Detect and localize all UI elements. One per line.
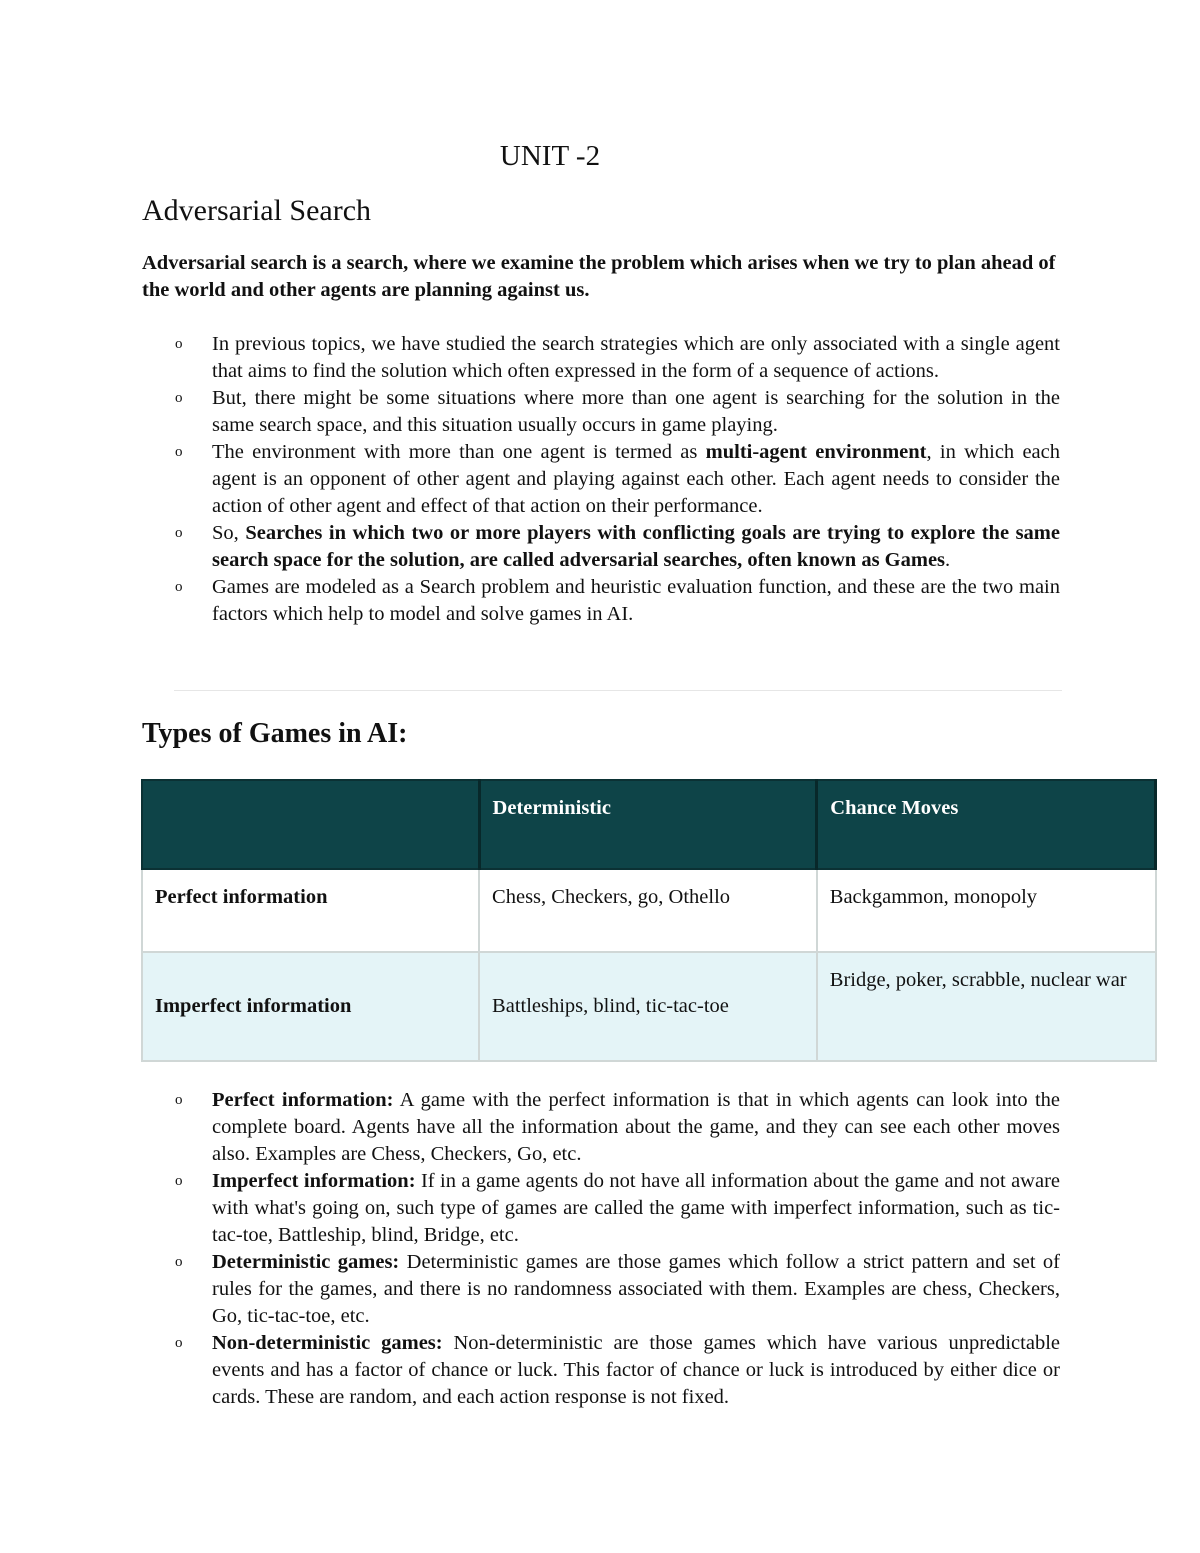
table-row xyxy=(142,869,1156,952)
table-header-cell-chance-moves: Chance Moves xyxy=(817,780,1156,869)
definition-text: A game with the perfect information is that in which agents can look into the complete board. Agents have all the information about the game, and they can see each other moves also. Examples are Chess, Checkers, Go, etc. xyxy=(212,1089,1061,1165)
list-item xyxy=(142,1168,1060,1249)
games-types-table xyxy=(141,779,1157,1062)
definition-text: Non-deterministic are those games which have various unpredictable events and has a factor of chance or luck. This factor of chance or luck is introduced by either dice or cards. These are random, and each action response is not fixed. xyxy=(212,1332,1060,1408)
list-item xyxy=(142,1249,1060,1330)
bullet-text: Games are modeled as a Search problem and heuristic evaluation function, and these are the two main factors which help to model and solve games in AI. xyxy=(212,576,1060,625)
bullet-marker: o xyxy=(175,579,183,595)
list-item xyxy=(142,385,1060,439)
bullet-marker: o xyxy=(175,1092,183,1108)
bullet-marker: o xyxy=(175,1254,183,1270)
table-cell: Bridge, poker, scrabble, nuclear war xyxy=(817,952,1156,1061)
table-header-cell-deterministic: Deterministic xyxy=(479,780,817,869)
definition-term: Perfect information: xyxy=(212,1089,394,1111)
unit-title: UNIT -2 xyxy=(499,140,601,172)
list-item xyxy=(142,1087,1060,1168)
table-header-row xyxy=(142,780,1156,869)
table-row-label: Perfect information xyxy=(142,869,479,952)
table-row xyxy=(142,952,1156,1061)
table-cell: Backgammon, monopoly xyxy=(817,869,1156,952)
definition-term: Deterministic games: xyxy=(212,1251,400,1273)
bullet-bold-text: multi-agent environment xyxy=(705,441,927,463)
bullet-text: . xyxy=(945,549,951,571)
bullet-text: The environment with more than one agent is termed as xyxy=(212,441,706,463)
bullet-marker: o xyxy=(175,336,183,352)
bullet-text: In previous topics, we have studied the search strategies which are only associated with a single agent that aims to find the solution which often expressed in the form of a sequence of actions. xyxy=(212,333,1060,382)
bullet-marker: o xyxy=(175,1335,183,1351)
bullet-marker: o xyxy=(175,444,183,460)
bullet-marker: o xyxy=(175,525,183,541)
bullet-marker: o xyxy=(175,1173,183,1189)
definition-term: Non-deterministic games: xyxy=(212,1332,443,1354)
table-header-cell-empty xyxy=(142,780,479,869)
bullet-text: But, there might be some situations where more than one agent is searching for the solution in the same search space, and this situation usually occurs in game playing. xyxy=(212,387,1060,436)
game-definitions-list xyxy=(142,1087,1060,1411)
section-title-types-of-games: Types of Games in AI: xyxy=(142,718,408,749)
list-item xyxy=(142,439,1060,520)
bullet-marker: o xyxy=(175,390,183,406)
adversarial-bullet-list xyxy=(142,331,1060,628)
definition-text: Deterministic games are those games which follow a strict pattern and set of rules for the games, and there is no randomness associated with them. Examples are chess, Checkers, Go, tic-tac-toe, etc. xyxy=(212,1251,1060,1327)
section-title-adversarial-search: Adversarial Search xyxy=(142,194,372,227)
list-item xyxy=(142,331,1060,385)
definition-text: If in a game agents do not have all information about the game and not aware with what's going on, such type of games are called the game with imperfect information, such as tic-tac-toe, Battleship, blind, Bridge, etc. xyxy=(212,1170,1060,1246)
list-item xyxy=(142,1330,1060,1411)
bullet-text: So, xyxy=(212,522,246,544)
list-item xyxy=(142,574,1060,628)
bullet-text: , in which each agent is an opponent of other agent and playing against each other. Each agent needs to consider the action of other agent and effect of that action on their performance. xyxy=(212,441,1060,517)
intro-paragraph: Adversarial search is a search, where we examine the problem which arises when we try to plan ahead of the world and other agents are planning against us. xyxy=(142,252,1056,301)
horizontal-divider xyxy=(174,690,1062,691)
table-cell: Battleships, blind, tic-tac-toe xyxy=(479,952,817,1061)
table-row-label: Imperfect information xyxy=(142,952,479,1061)
table-cell: Chess, Checkers, go, Othello xyxy=(479,869,817,952)
bullet-bold-text: Searches in which two or more players with conflicting goals are trying to explore the same search space for the solution, are called adversarial searches, often known as Games xyxy=(212,522,1060,571)
definition-term: Imperfect information: xyxy=(212,1170,416,1192)
list-item xyxy=(142,520,1060,574)
